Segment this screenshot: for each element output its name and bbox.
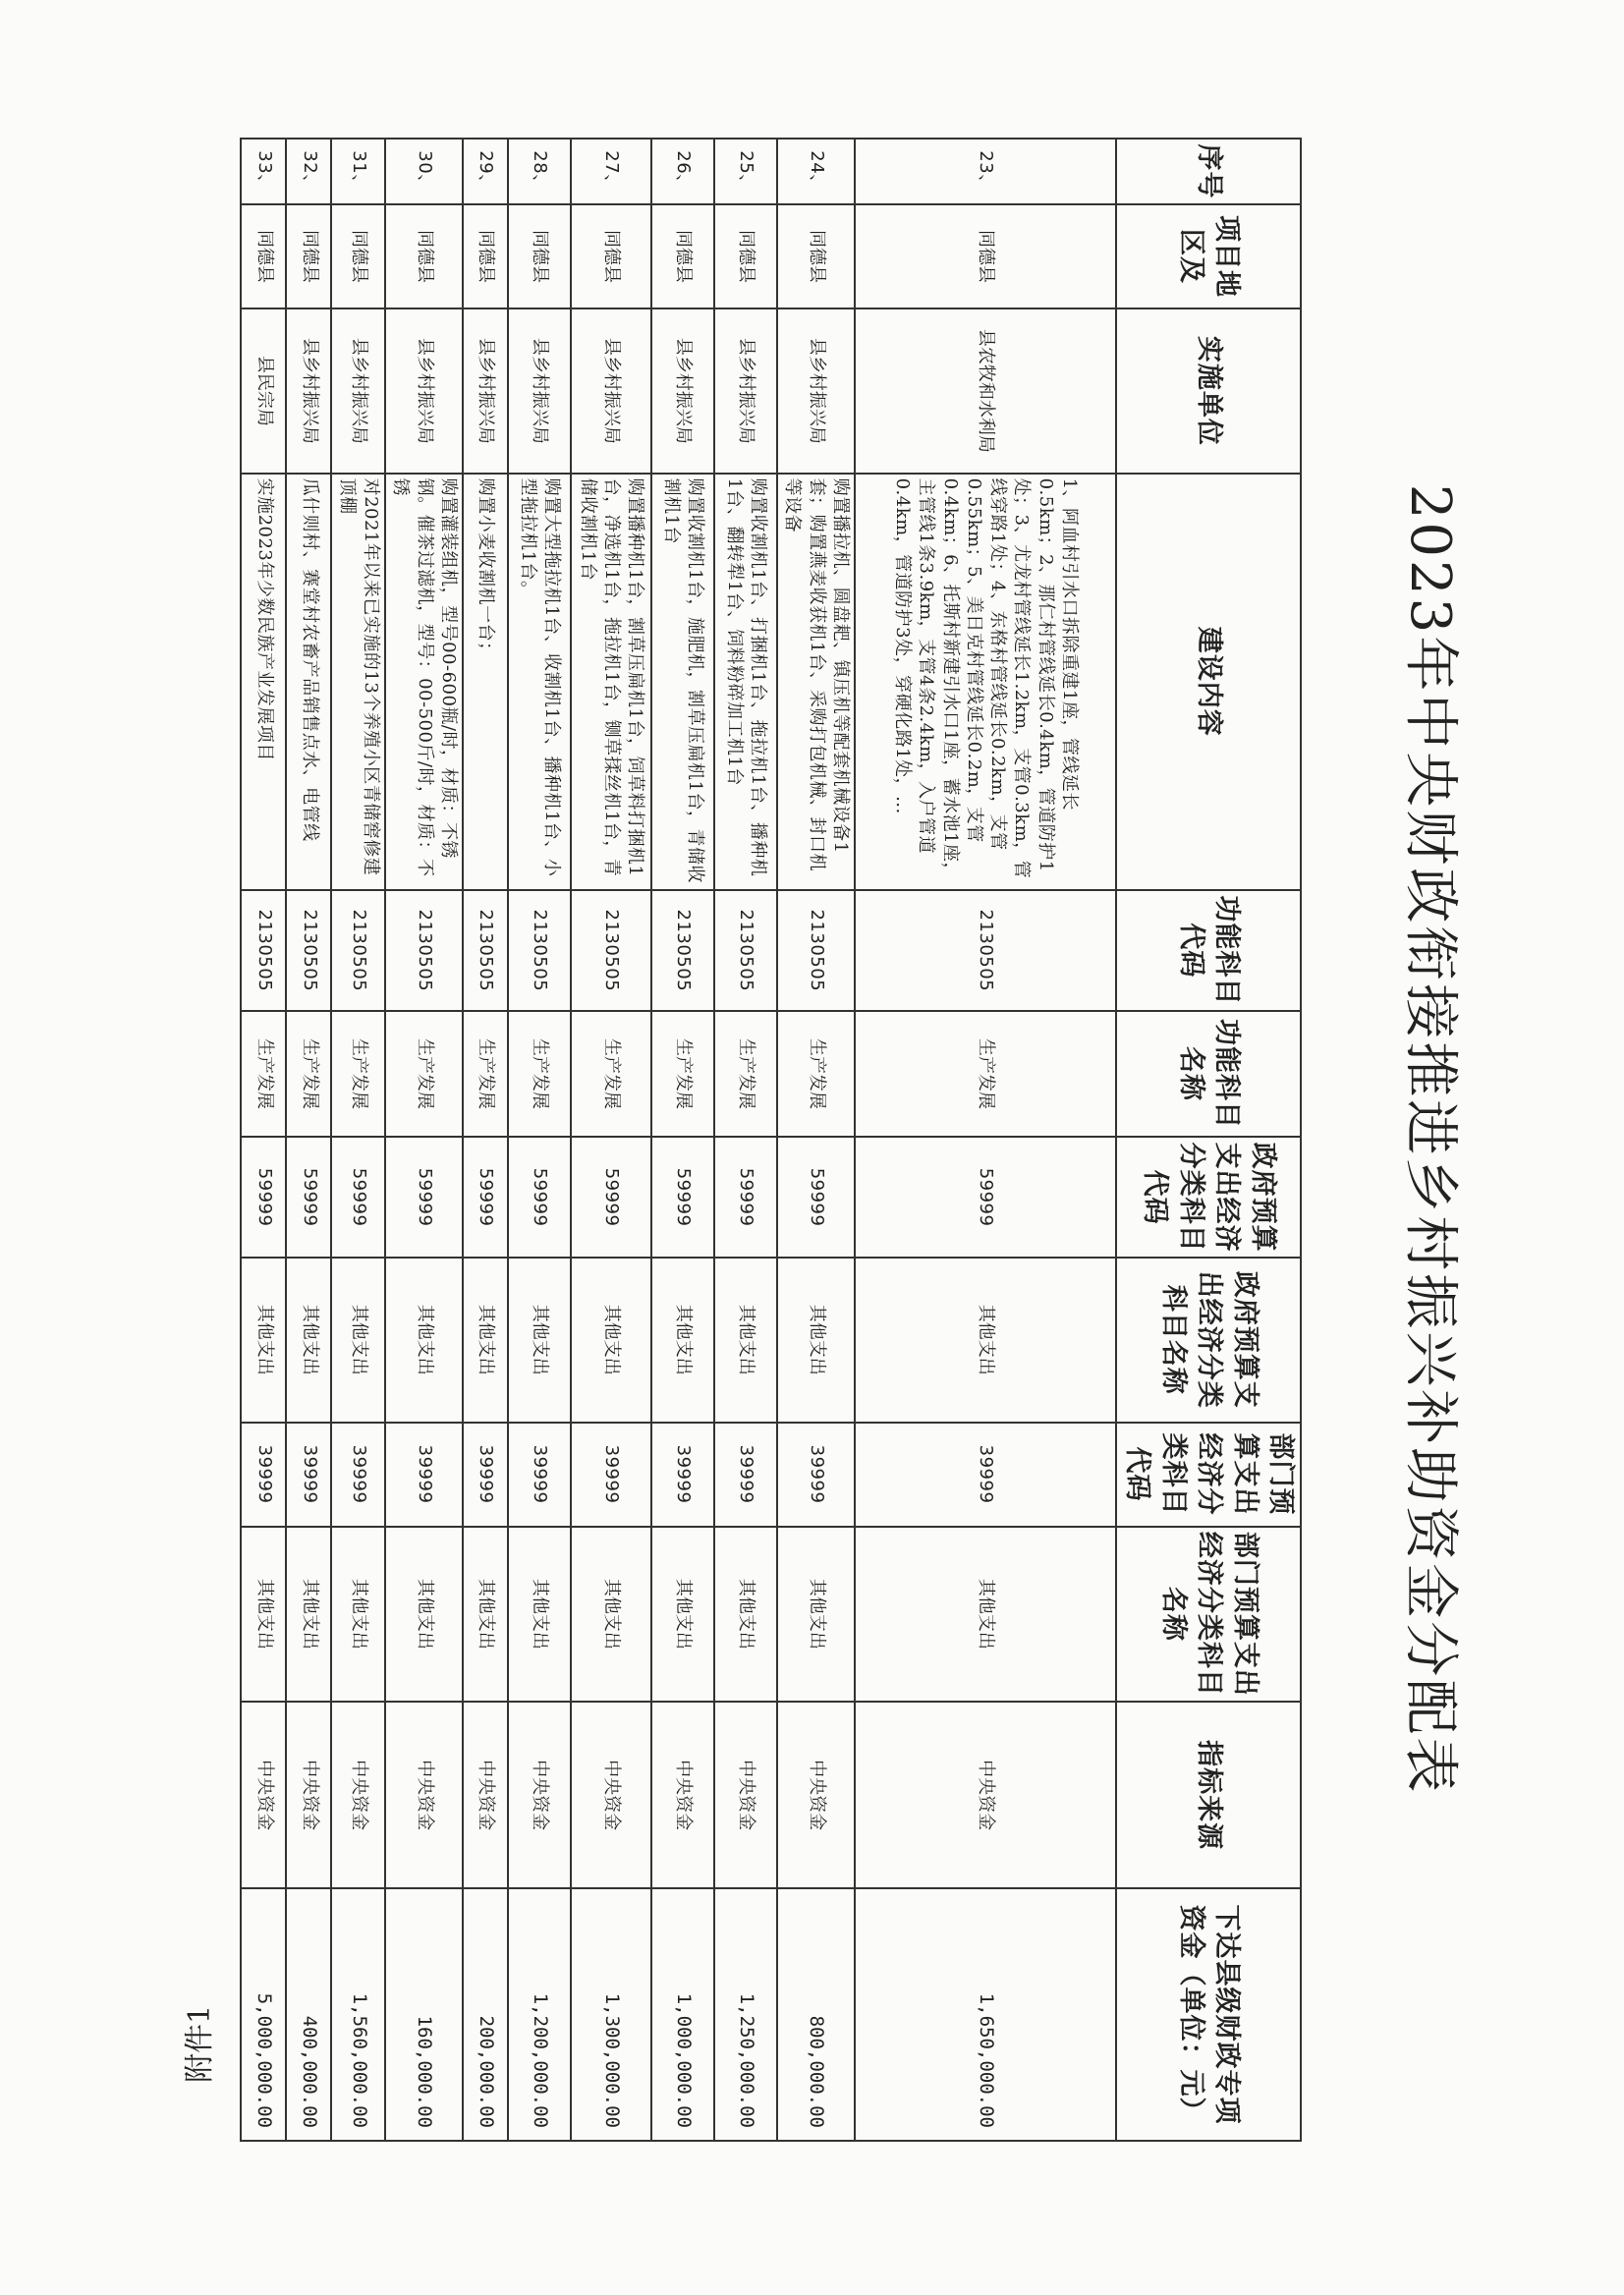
table-row [385, 139, 463, 2141]
func-name-cell: 生产发展 [385, 1011, 463, 1137]
unit-cell: 县乡村振兴局 [286, 308, 331, 474]
gov-name-cell: 其他支出 [508, 1258, 571, 1423]
region-cell: 同德县 [714, 204, 777, 308]
source-cell: 中央资金 [286, 1702, 331, 1888]
dept-code-cell: 39999 [286, 1423, 331, 1527]
seq-cell: 31、 [331, 139, 385, 204]
source-cell: 中央资金 [463, 1702, 508, 1888]
table-row [855, 139, 1116, 2141]
gov-name-cell: 其他支出 [286, 1258, 331, 1423]
dept-name-cell: 其他支出 [571, 1527, 651, 1703]
table-row [241, 139, 286, 2141]
source-cell: 中央资金 [651, 1702, 714, 1888]
amount-cell: 400,000.00 [286, 1888, 331, 2141]
source-cell: 中央资金 [385, 1702, 463, 1888]
table-row [571, 139, 651, 2141]
header-gov-name: 政府预算支出经济分类科目名称 [1116, 1258, 1301, 1423]
gov-code-cell: 59999 [714, 1137, 777, 1258]
unit-cell: 县乡村振兴局 [331, 308, 385, 474]
dept-code-cell: 39999 [385, 1423, 463, 1527]
func-name-cell: 生产发展 [855, 1011, 1116, 1137]
dept-name-cell: 其他支出 [241, 1527, 286, 1703]
header-dept-code: 部门预算支出经济分类科目代码 [1116, 1423, 1301, 1527]
gov-code-cell: 59999 [777, 1137, 855, 1258]
content-cell: 购置播拉机、圆盘耙、镇压机等配套机械设备1套；购置燕麦收获机1台、采购打包机械、封口机等设备 [777, 474, 855, 890]
func-name-cell: 生产发展 [241, 1011, 286, 1137]
unit-cell: 县乡村振兴局 [508, 308, 571, 474]
gov-name-cell: 其他支出 [463, 1258, 508, 1423]
dept-code-cell: 39999 [714, 1423, 777, 1527]
func-code-cell: 2130505 [777, 890, 855, 1011]
content-cell: 购置灌装组机，型号00-600瓶/时，材质：不锈钢。催茶过滤机，型号：00-500斤/时，材质：不锈 [385, 474, 463, 890]
func-code-cell: 2130505 [651, 890, 714, 1011]
seq-cell: 25、 [714, 139, 777, 204]
seq-cell: 29、 [463, 139, 508, 204]
dept-name-cell: 其他支出 [286, 1527, 331, 1703]
dept-code-cell: 39999 [241, 1423, 286, 1527]
amount-cell: 200,000.00 [463, 1888, 508, 2141]
func-code-cell: 2130505 [331, 890, 385, 1011]
seq-cell: 33、 [241, 139, 286, 204]
func-name-cell: 生产发展 [651, 1011, 714, 1137]
content-cell: 购置收割机1台，施肥机，割草压扁机1台，青储收割机1台 [651, 474, 714, 890]
gov-code-cell: 59999 [241, 1137, 286, 1258]
gov-code-cell: 59999 [286, 1137, 331, 1258]
gov-code-cell: 59999 [463, 1137, 508, 1258]
dept-name-cell: 其他支出 [855, 1527, 1116, 1703]
region-cell: 同德县 [571, 204, 651, 308]
gov-code-cell: 59999 [385, 1137, 463, 1258]
table-row [777, 139, 855, 2141]
func-name-cell: 生产发展 [777, 1011, 855, 1137]
amount-cell: 1,560,000.00 [331, 1888, 385, 2141]
source-cell: 中央资金 [714, 1702, 777, 1888]
table-row [331, 139, 385, 2141]
unit-cell: 县乡村振兴局 [651, 308, 714, 474]
gov-name-cell: 其他支出 [385, 1258, 463, 1423]
table-row [508, 139, 571, 2141]
region-cell: 同德县 [508, 204, 571, 308]
header-func-code: 功能科目代码 [1116, 890, 1301, 1011]
region-cell: 同德县 [331, 204, 385, 308]
dept-code-cell: 39999 [777, 1423, 855, 1527]
content-cell: 购置大型拖拉机1台、收割机1台、播种机1台、小型拖拉机1台。 [508, 474, 571, 890]
content-cell: 对2021年以来已实施的13个养殖小区青储窖修建顶棚 [331, 474, 385, 890]
seq-cell: 28、 [508, 139, 571, 204]
amount-cell: 160,000.00 [385, 1888, 463, 2141]
region-cell: 同德县 [385, 204, 463, 308]
source-cell: 中央资金 [855, 1702, 1116, 1888]
table-row [714, 139, 777, 2141]
func-code-cell: 2130505 [385, 890, 463, 1011]
source-cell: 中央资金 [241, 1702, 286, 1888]
dept-name-cell: 其他支出 [777, 1527, 855, 1703]
region-cell: 同德县 [241, 204, 286, 308]
seq-cell: 26、 [651, 139, 714, 204]
source-cell: 中央资金 [571, 1702, 651, 1888]
content-cell: 瓜什则村、赛堂村农畜产品销售点水、电管线 [286, 474, 331, 890]
seq-cell: 30、 [385, 139, 463, 204]
gov-code-cell: 59999 [651, 1137, 714, 1258]
func-code-cell: 2130505 [463, 890, 508, 1011]
dept-code-cell: 39999 [331, 1423, 385, 1527]
allocation-table [240, 138, 1302, 2142]
unit-cell: 县民宗局 [241, 308, 286, 474]
header-region: 项目地区及 [1116, 204, 1301, 308]
func-name-cell: 生产发展 [714, 1011, 777, 1137]
gov-name-cell: 其他支出 [331, 1258, 385, 1423]
region-cell: 同德县 [777, 204, 855, 308]
table-header-row [1116, 139, 1301, 2141]
dept-name-cell: 其他支出 [331, 1527, 385, 1703]
unit-cell: 县乡村振兴局 [777, 308, 855, 474]
gov-name-cell: 其他支出 [651, 1258, 714, 1423]
content-cell: 购置小麦收割机一台； [463, 474, 508, 890]
header-content: 建设内容 [1116, 474, 1301, 890]
region-cell: 同德县 [651, 204, 714, 308]
header-unit: 实施单位 [1116, 308, 1301, 474]
amount-cell: 1,300,000.00 [571, 1888, 651, 2141]
dept-code-cell: 39999 [571, 1423, 651, 1527]
attachment-label: 附件1 [183, 2004, 217, 2083]
header-gov-code: 政府预算支出经济分类科目代码 [1116, 1137, 1301, 1258]
page-title: 2023年中央财政衔接推进乡村振兴补助资金分配表 [1398, 483, 1462, 1796]
unit-cell: 县农牧和水利局 [855, 308, 1116, 474]
amount-cell: 800,000.00 [777, 1888, 855, 2141]
document-page [253, 138, 1528, 2142]
dept-name-cell: 其他支出 [463, 1527, 508, 1703]
amount-cell: 1,200,000.00 [508, 1888, 571, 2141]
gov-name-cell: 其他支出 [571, 1258, 651, 1423]
seq-cell: 23、 [855, 139, 1116, 204]
gov-name-cell: 其他支出 [714, 1258, 777, 1423]
func-code-cell: 2130505 [714, 890, 777, 1011]
dept-code-cell: 39999 [651, 1423, 714, 1527]
amount-cell: 1,650,000.00 [855, 1888, 1116, 2141]
func-name-cell: 生产发展 [331, 1011, 385, 1137]
region-cell: 同德县 [286, 204, 331, 308]
unit-cell: 县乡村振兴局 [571, 308, 651, 474]
source-cell: 中央资金 [777, 1702, 855, 1888]
dept-name-cell: 其他支出 [508, 1527, 571, 1703]
table-row [651, 139, 714, 2141]
source-cell: 中央资金 [508, 1702, 571, 1888]
unit-cell: 县乡村振兴局 [385, 308, 463, 474]
gov-name-cell: 其他支出 [777, 1258, 855, 1423]
gov-code-cell: 59999 [571, 1137, 651, 1258]
func-name-cell: 生产发展 [571, 1011, 651, 1137]
gov-name-cell: 其他支出 [241, 1258, 286, 1423]
content-cell: 1、阿血村引水口拆除重建1座，管线延长0.5km；2、那仁村管线延长0.4km，管道防护1处；3、尤龙村管线延长1.2km，支管0.3km，管线穿路1处；4、东格村管线延长0.2km，支管0.55km；5、美日克村管线延长0.2m，支管0.4km；6、托斯村新建引水口1座，蓄水池1座，主管线1条3.9km，支管4条2.4km，入户管道0.4km，管道防护3处，穿硬化路1处，... [855, 474, 1116, 890]
func-code-cell: 2130505 [508, 890, 571, 1011]
dept-code-cell: 39999 [508, 1423, 571, 1527]
amount-cell: 1,250,000.00 [714, 1888, 777, 2141]
dept-code-cell: 39999 [855, 1423, 1116, 1527]
unit-cell: 县乡村振兴局 [463, 308, 508, 474]
seq-cell: 32、 [286, 139, 331, 204]
table-row [463, 139, 508, 2141]
amount-cell: 5,000,000.00 [241, 1888, 286, 2141]
gov-code-cell: 59999 [508, 1137, 571, 1258]
seq-cell: 24、 [777, 139, 855, 204]
seq-cell: 27、 [571, 139, 651, 204]
func-code-cell: 2130505 [571, 890, 651, 1011]
func-code-cell: 2130505 [286, 890, 331, 1011]
unit-cell: 县乡村振兴局 [714, 308, 777, 474]
dept-code-cell: 39999 [463, 1423, 508, 1527]
header-amount: 下达县级财政专项资金（单位：元） [1116, 1888, 1301, 2141]
func-name-cell: 生产发展 [508, 1011, 571, 1137]
dept-name-cell: 其他支出 [385, 1527, 463, 1703]
gov-name-cell: 其他支出 [855, 1258, 1116, 1423]
header-func-name: 功能科目名称 [1116, 1011, 1301, 1137]
func-code-cell: 2130505 [241, 890, 286, 1011]
amount-cell: 1,000,000.00 [651, 1888, 714, 2141]
header-source: 指标来源 [1116, 1702, 1301, 1888]
content-cell: 购置收割机1台、打捆机1台、拖拉机1台、播种机1台、翻转犁1台、饲料粉碎加工机1台 [714, 474, 777, 890]
region-cell: 同德县 [855, 204, 1116, 308]
content-cell: 实施2023年少数民族产业发展项目 [241, 474, 286, 890]
content-cell: 购置播种机1台，割草压扁机1台，饲草料打捆机1台，净选机1台，拖拉机1台，铡草揉丝机1台，青储收割机1台 [571, 474, 651, 890]
header-dept-name: 部门预算支出经济分类科目名称 [1116, 1527, 1301, 1703]
func-code-cell: 2130505 [855, 890, 1116, 1011]
source-cell: 中央资金 [331, 1702, 385, 1888]
region-cell: 同德县 [463, 204, 508, 308]
header-seq: 序号 [1116, 139, 1301, 204]
gov-code-cell: 59999 [331, 1137, 385, 1258]
dept-name-cell: 其他支出 [714, 1527, 777, 1703]
func-name-cell: 生产发展 [463, 1011, 508, 1137]
func-name-cell: 生产发展 [286, 1011, 331, 1137]
table-row [286, 139, 331, 2141]
gov-code-cell: 59999 [855, 1137, 1116, 1258]
dept-name-cell: 其他支出 [651, 1527, 714, 1703]
